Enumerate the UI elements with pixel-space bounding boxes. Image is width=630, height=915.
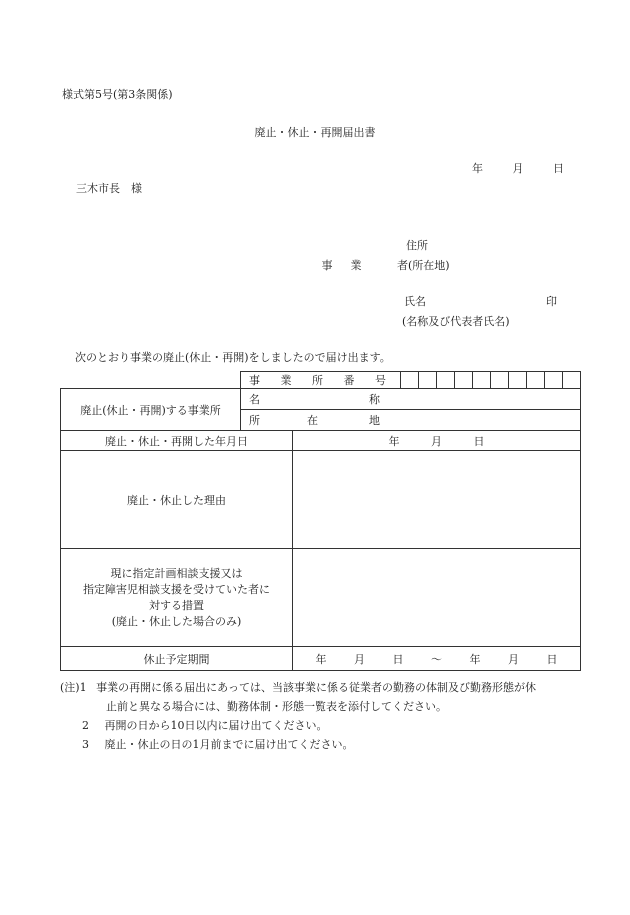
document-title: 廃止・休止・再開届出書	[254, 126, 376, 139]
range-separator: 〜	[431, 652, 442, 666]
form-number: 様式第5号(第3条関係)	[62, 88, 173, 101]
submission-date	[472, 160, 564, 176]
business-number-digit-1[interactable]	[401, 372, 419, 389]
measures-line: 現に指定計画相談支援又は	[110, 566, 243, 580]
business-name-field[interactable]	[241, 389, 581, 410]
business-operator-label	[320, 257, 450, 273]
label-suffix: (所在地)	[408, 259, 450, 272]
blank-corner	[61, 372, 241, 389]
label-char: 番	[343, 374, 355, 387]
date-row-label: 廃止・休止・再開した年月日	[61, 431, 293, 451]
reason-label: 廃止・休止した理由	[61, 451, 293, 549]
measures-label	[61, 549, 293, 647]
business-number-digit-8[interactable]	[527, 372, 545, 389]
measures-line: (廃止・休止した場合のみ)	[111, 614, 242, 628]
label-char: 業	[280, 374, 292, 387]
year-unit: 年	[469, 652, 481, 666]
label-char: 事	[321, 259, 333, 272]
intro-text: 次のとおり事業の廃止(休止・再開)をしましたので届け出ます。	[75, 351, 391, 364]
month-unit: 月	[508, 652, 519, 666]
year-unit: 年	[315, 652, 327, 666]
note-index: 2	[82, 719, 89, 732]
note-1-continued: 止前と異なる場合には、勤務体制・形態一覧表を添付してください。	[106, 700, 447, 713]
label-char: 称	[369, 393, 380, 406]
day-unit: 日	[392, 652, 404, 666]
business-number-digit-10[interactable]	[563, 372, 581, 389]
note-text: 廃止・休止の日の1月前までに届け出てください。	[104, 738, 354, 751]
business-number-digit-7[interactable]	[509, 372, 527, 389]
name-label: 氏名	[404, 295, 426, 308]
business-location-field[interactable]	[241, 410, 581, 431]
note-3	[60, 735, 580, 754]
business-number-label	[241, 372, 401, 389]
day-unit: 日	[553, 162, 564, 175]
address-label: 住所	[406, 239, 428, 252]
day-unit: 日	[473, 434, 485, 448]
business-number-digit-2[interactable]	[419, 372, 437, 389]
business-number-digit-4[interactable]	[455, 372, 473, 389]
label-char: 業	[350, 259, 362, 272]
note-2	[60, 716, 580, 735]
business-row-label: 廃止(休止・再開)する事業所	[61, 389, 241, 431]
notification-table	[60, 371, 581, 671]
label-char: 所	[249, 414, 260, 427]
note-text: 再開の日から10日以内に届け出てください。	[104, 719, 328, 732]
label-char: 号	[375, 374, 386, 387]
year-unit: 年	[388, 434, 400, 448]
label-char: 者	[397, 259, 408, 272]
name-sub-label: (名称及び代表者氏名)	[402, 315, 510, 328]
period-label: 休止予定期間	[61, 647, 293, 671]
year-unit: 年	[472, 162, 483, 175]
business-number-digit-6[interactable]	[491, 372, 509, 389]
label-char: 事	[249, 374, 260, 387]
label-char: 在	[307, 414, 318, 427]
label-char: 所	[312, 374, 323, 387]
measures-line: 指定障害児相談支援を受けていた者に	[83, 582, 270, 596]
business-number-digit-3[interactable]	[437, 372, 455, 389]
label-char: 名	[249, 393, 260, 406]
note-index: 3	[82, 738, 89, 751]
label-char: 地	[369, 414, 380, 427]
month-unit: 月	[431, 434, 442, 448]
measures-field[interactable]	[293, 549, 581, 647]
measures-line: 対する措置	[149, 598, 204, 612]
month-unit: 月	[512, 162, 524, 175]
seal-mark: 印	[546, 295, 557, 308]
note-text: 事業の再開に係る届出にあっては、当該事業に係る従業者の勤務の体制及び勤務形態が休	[96, 681, 536, 694]
notes	[60, 678, 580, 754]
date-field[interactable]	[293, 431, 581, 451]
month-unit: 月	[354, 652, 365, 666]
addressee: 三木市長 様	[76, 182, 142, 195]
reason-field[interactable]	[293, 451, 581, 549]
day-unit: 日	[546, 652, 558, 666]
business-number-digit-5[interactable]	[473, 372, 491, 389]
note-prefix: (注)1	[60, 681, 87, 694]
period-field[interactable]	[293, 647, 581, 671]
note-1	[60, 678, 580, 697]
business-number-digit-9[interactable]	[545, 372, 563, 389]
